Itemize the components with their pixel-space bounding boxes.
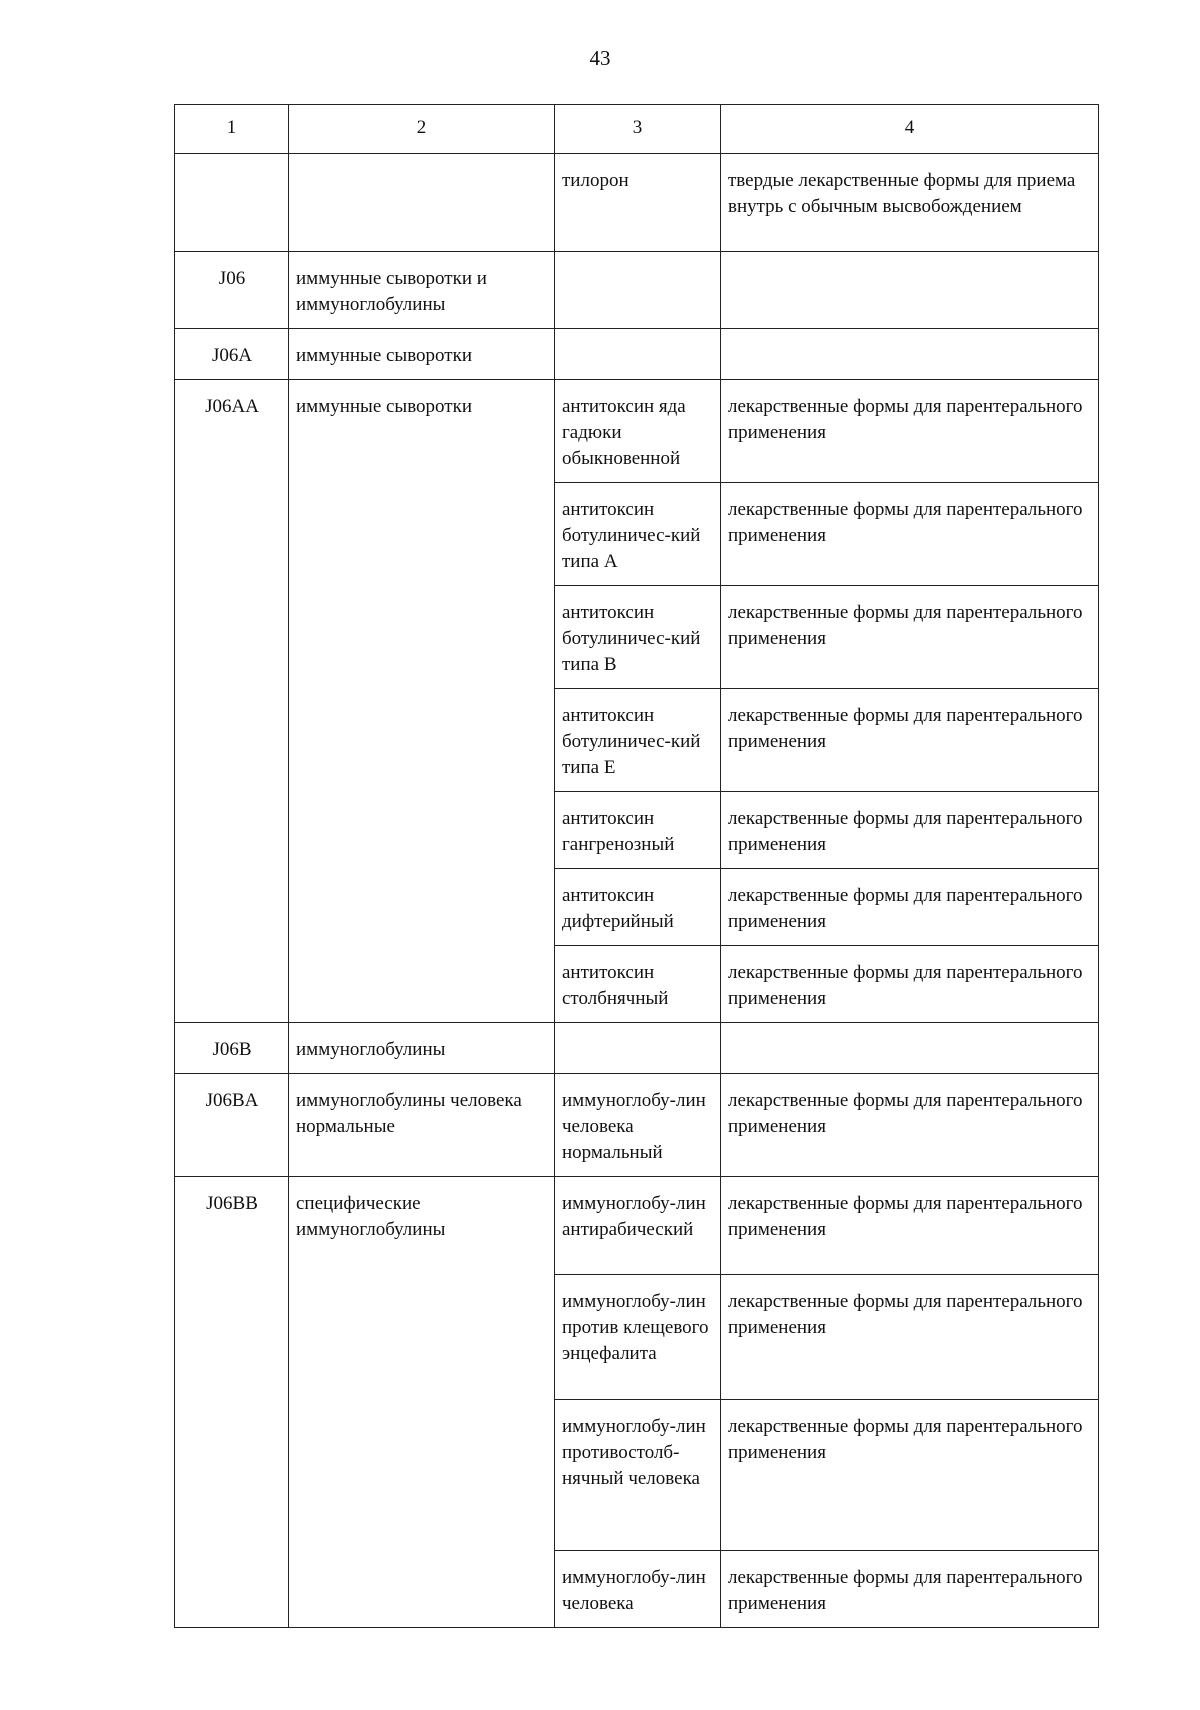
drug-cell: антитоксин столбнячный — [555, 946, 721, 1023]
code-cell: J06 — [175, 252, 289, 329]
group-cell: специфические иммуноглобулины — [289, 1177, 555, 1628]
form-cell — [721, 252, 1099, 329]
group-cell: иммуноглобулины — [289, 1023, 555, 1074]
table-row — [175, 380, 1099, 483]
form-cell: лекарственные формы для парентерального применения — [721, 689, 1099, 792]
drug-cell — [555, 329, 721, 380]
group-cell: иммуноглобулины человека нормальные — [289, 1074, 555, 1177]
form-cell: лекарственные формы для парентерального применения — [721, 483, 1099, 586]
drug-cell: иммуноглобу-лин человека нормальный — [555, 1074, 721, 1177]
code-cell — [175, 154, 289, 252]
drug-cell — [555, 1023, 721, 1074]
drug-cell: антитоксин ботулиничес-кий типа А — [555, 483, 721, 586]
group-cell: иммунные сыворотки и иммуноглобулины — [289, 252, 555, 329]
header-col-3: 3 — [555, 105, 721, 154]
form-cell: твердые лекарственные формы для приема внутрь с обычным высвобождением — [721, 154, 1099, 252]
header-col-4: 4 — [721, 105, 1099, 154]
table-row — [175, 1177, 1099, 1275]
form-cell: лекарственные формы для парентерального применения — [721, 586, 1099, 689]
drug-table — [174, 104, 1099, 1628]
drug-cell: антитоксин ботулиничес-кий типа В — [555, 586, 721, 689]
code-cell: J06AA — [175, 380, 289, 1023]
drug-cell: антитоксин яда гадюки обыкновенной — [555, 380, 721, 483]
form-cell: лекарственные формы для парентерального применения — [721, 869, 1099, 946]
table-row — [175, 1074, 1099, 1177]
table-row — [175, 329, 1099, 380]
form-cell — [721, 329, 1099, 380]
header-col-1: 1 — [175, 105, 289, 154]
form-cell: лекарственные формы для парентерального применения — [721, 1275, 1099, 1400]
drug-cell: иммуноглобу-лин против клещевого энцефалита — [555, 1275, 721, 1400]
code-cell: J06BA — [175, 1074, 289, 1177]
form-cell: лекарственные формы для парентерального применения — [721, 792, 1099, 869]
drug-cell: тилорон — [555, 154, 721, 252]
drug-cell: антитоксин ботулиничес-кий типа Е — [555, 689, 721, 792]
form-cell: лекарственные формы для парентерального применения — [721, 1551, 1099, 1628]
header-row — [175, 105, 1099, 154]
form-cell: лекарственные формы для парентерального применения — [721, 946, 1099, 1023]
group-cell: иммунные сыворотки — [289, 329, 555, 380]
drug-cell: иммуноглобу-лин антирабический — [555, 1177, 721, 1275]
code-cell: J06A — [175, 329, 289, 380]
group-cell — [289, 154, 555, 252]
code-cell: J06BB — [175, 1177, 289, 1628]
form-cell — [721, 1023, 1099, 1074]
table-row — [175, 154, 1099, 252]
drug-cell: антитоксин гангренозный — [555, 792, 721, 869]
drug-cell — [555, 252, 721, 329]
drug-cell: иммуноглобу-лин человека — [555, 1551, 721, 1628]
code-cell: J06B — [175, 1023, 289, 1074]
drug-cell: антитоксин дифтерийный — [555, 869, 721, 946]
form-cell: лекарственные формы для парентерального применения — [721, 380, 1099, 483]
table-row — [175, 1023, 1099, 1074]
form-cell: лекарственные формы для парентерального применения — [721, 1177, 1099, 1275]
form-cell: лекарственные формы для парентерального применения — [721, 1074, 1099, 1177]
header-col-2: 2 — [289, 105, 555, 154]
form-cell: лекарственные формы для парентерального применения — [721, 1400, 1099, 1551]
group-cell: иммунные сыворотки — [289, 380, 555, 1023]
page-number: 43 — [589, 46, 611, 70]
table-row — [175, 252, 1099, 329]
drug-cell: иммуноглобу-лин противостолб-нячный человека — [555, 1400, 721, 1551]
